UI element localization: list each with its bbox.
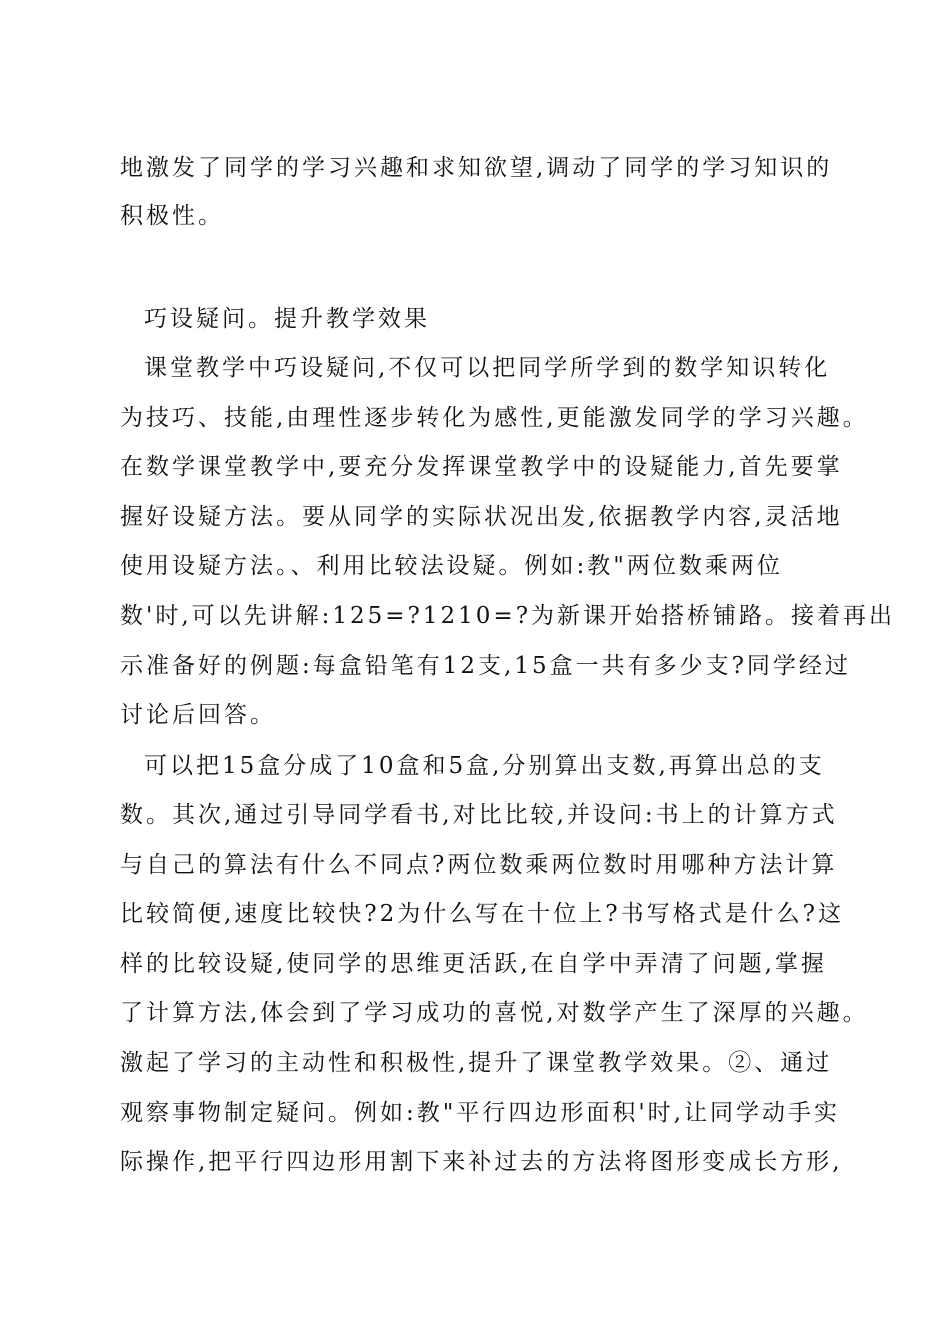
text-line: 握好设疑方法。要从同学的实际状况出发,依据教学内容,灵活地 bbox=[120, 504, 843, 530]
text-line: 与自己的算法有什么不同点?两位数乘两位数时用哪种方法计算 bbox=[120, 852, 838, 878]
text-line: 可以把15盒分成了10盒和5盒,分别算出支数,再算出总的支 bbox=[144, 753, 825, 779]
text-line: 际操作,把平行四边形用割下来补过去的方法将图形变成长方形, bbox=[120, 1149, 843, 1175]
text-line: 观察事物制定疑问。例如:教"平行四边形面积'时,让同学动手实 bbox=[120, 1100, 840, 1126]
text-line: 数。其次,通过引导同学看书,对比比较,并设问:书上的计算方式 bbox=[120, 802, 838, 828]
text-line: 样的比较设疑,使同学的思维更活跃,在自学中弄清了问题,掌握 bbox=[120, 951, 827, 977]
text-line: 比较简便,速度比较快?2为什么写在十位上?书写格式是什么?这 bbox=[120, 901, 844, 927]
text-line: 在数学课堂教学中,要充分发挥课堂教学中的设疑能力,首先要掌 bbox=[120, 454, 843, 480]
text-line: 积极性。 bbox=[120, 203, 224, 229]
text-line: 使用设疑方法。、利用比较法设疑。例如:教"两位数乘两位 bbox=[120, 553, 783, 579]
text-line: 示准备好的例题:每盒铅笔有12支,15盒一共有多少支?同学经过 bbox=[120, 653, 851, 679]
text-line: 数'时,可以先讲解:125=?1210=?为新课开始搭桥铺路。接着再出 bbox=[120, 603, 896, 629]
text-line: 为技巧、技能,由理性逐步转化为感性,更能激发同学的学习兴趣。 bbox=[120, 405, 869, 431]
text-line: 了计算方法,体会到了学习成功的喜悦,对数学产生了深厚的兴趣。 bbox=[120, 1000, 869, 1026]
text-line: 讨论后回答。 bbox=[120, 702, 276, 728]
text-line: 地激发了同学的学习兴趣和求知欲望,调动了同学的学习知识的 bbox=[120, 155, 833, 181]
text-line: 激起了学习的主动性和积极性,提升了课堂教学效果。②、通过 bbox=[120, 1050, 833, 1076]
text-line: 课堂教学中巧设疑问,不仅可以把同学所学到的数学知识转化 bbox=[144, 355, 831, 381]
section-heading: 巧设疑问。提升教学效果 bbox=[144, 306, 430, 332]
